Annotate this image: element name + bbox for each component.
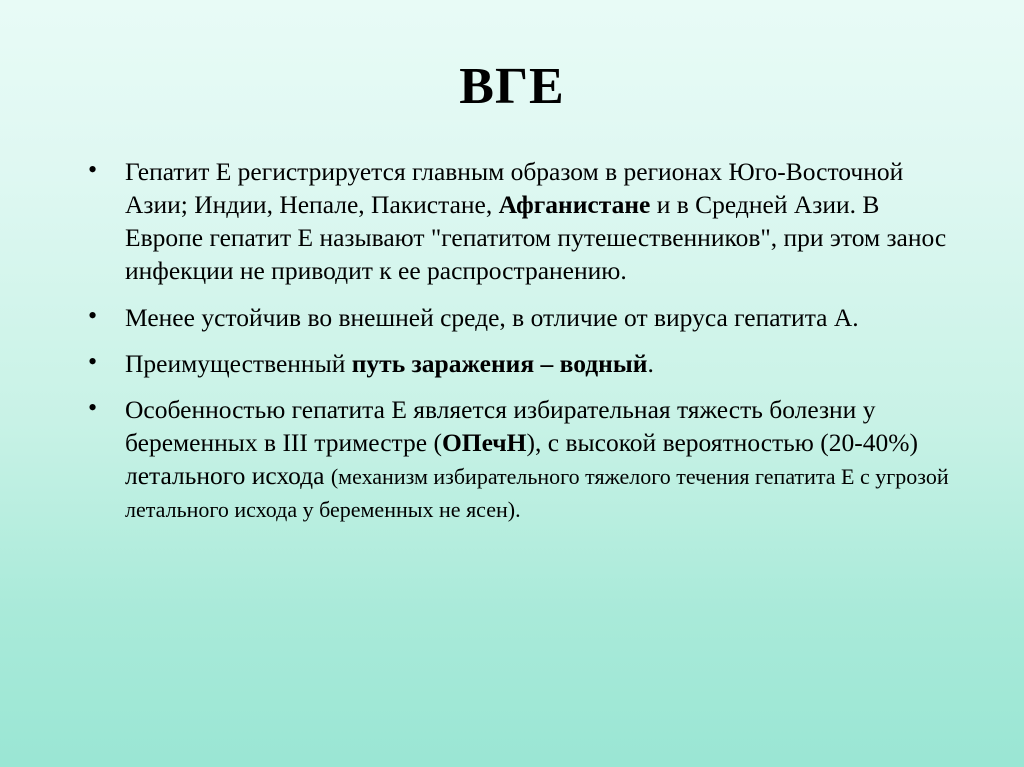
slide-body <box>72 155 952 538</box>
list-item: • Менее устойчив во внешней среде, в отличие от вируса гепатита А. <box>72 301 952 334</box>
list-item: • Особенностью гепатита Е является избирательная тяжесть болезни у беременных в III триместре (ОПечН), с высокой вероятностью (20-40%) летального исхода (механизм избирательного тяжелого течения гепатита Е с угрозой летального исхода у беременных не ясен). <box>72 393 952 526</box>
list-item: • Гепатит Е регистрируется главным образом в регионах Юго-Восточной Азии; Индии, Непале, Пакистане, Афганистане и в Средней Азии. В Европе гепатит Е называют "гепатитом путешественников", при этом занос инфекции не приводит к ее распространению. <box>72 155 952 288</box>
page-title: ВГЕ <box>459 58 565 115</box>
list-item: • Преимущественный путь заражения – водный. <box>72 347 952 380</box>
bullet-list <box>72 155 952 525</box>
